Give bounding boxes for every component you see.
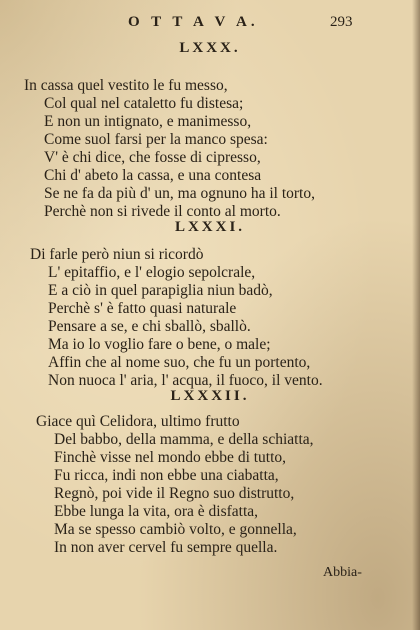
verse-line: Affin che al nome suo, che fu un portento, <box>48 354 311 371</box>
verse-line: Di farle però niun si ricordò <box>30 246 204 263</box>
stanza-number: LXXXI. <box>174 219 246 235</box>
verse-line: In cassa quel vestito le fu messo, <box>24 77 228 94</box>
verse-line: Pensare a se, e chi sballò, sballò. <box>48 318 251 335</box>
catchword: Abbia- <box>323 565 362 580</box>
verse-line: In non aver cervel fu sempre quella. <box>54 539 278 556</box>
verse-line: Ma se spesso cambiò volto, e gonnella, <box>54 521 297 538</box>
verse-line: Se ne fa da più d' un, ma ognuno ha il torto, <box>44 185 315 202</box>
verse-line: Col qual nel cataletto fu distesa; <box>44 95 244 112</box>
verse-line: Ebbe lunga la vita, ora è disfatta, <box>54 503 259 520</box>
verse-line: Perchè non si rivede il conto al morto. <box>44 203 281 220</box>
verse-line: Perchè s' è fatto quasi naturale <box>48 300 237 317</box>
page-edge-shadow <box>412 0 420 630</box>
verse-line: E non un intignato, e manimesso, <box>44 113 252 130</box>
page-header <box>0 12 420 34</box>
verse-line: Non nuoca l' aria, l' acqua, il fuoco, il vento. <box>48 372 323 389</box>
stanza-number: LXXX. <box>179 40 241 56</box>
verse-line: Finchè visse nel mondo ebbe di tutto, <box>54 449 287 466</box>
verse-line: E a ciò in quel parapiglia niun badò, <box>48 282 273 299</box>
verse-line: Regnò, poi vide il Regno suo distrutto, <box>54 485 295 502</box>
verse-line: Ma io lo voglio fare o bene, o male; <box>48 336 271 353</box>
page-number: 293 <box>330 14 353 30</box>
verse-line: Fu ricca, indi non ebbe una ciabatta, <box>54 467 279 484</box>
verse-line: Del babbo, della mamma, e della schiatta, <box>54 431 314 448</box>
running-head: O T T A V A. <box>128 14 259 30</box>
stanza-number: LXXXII. <box>170 388 250 404</box>
verse-line: V' è chi dice, che fosse di cipresso, <box>44 149 261 166</box>
verse-line: Giace quì Celidora, ultimo frutto <box>36 413 240 430</box>
verse-line: Come suol farsi per la manco spesa: <box>44 131 268 148</box>
verse-line: L' epitaffio, e l' elogio sepolcrale, <box>48 264 256 281</box>
verse-line: Chi d' abeto la cassa, e una contesa <box>44 167 262 184</box>
